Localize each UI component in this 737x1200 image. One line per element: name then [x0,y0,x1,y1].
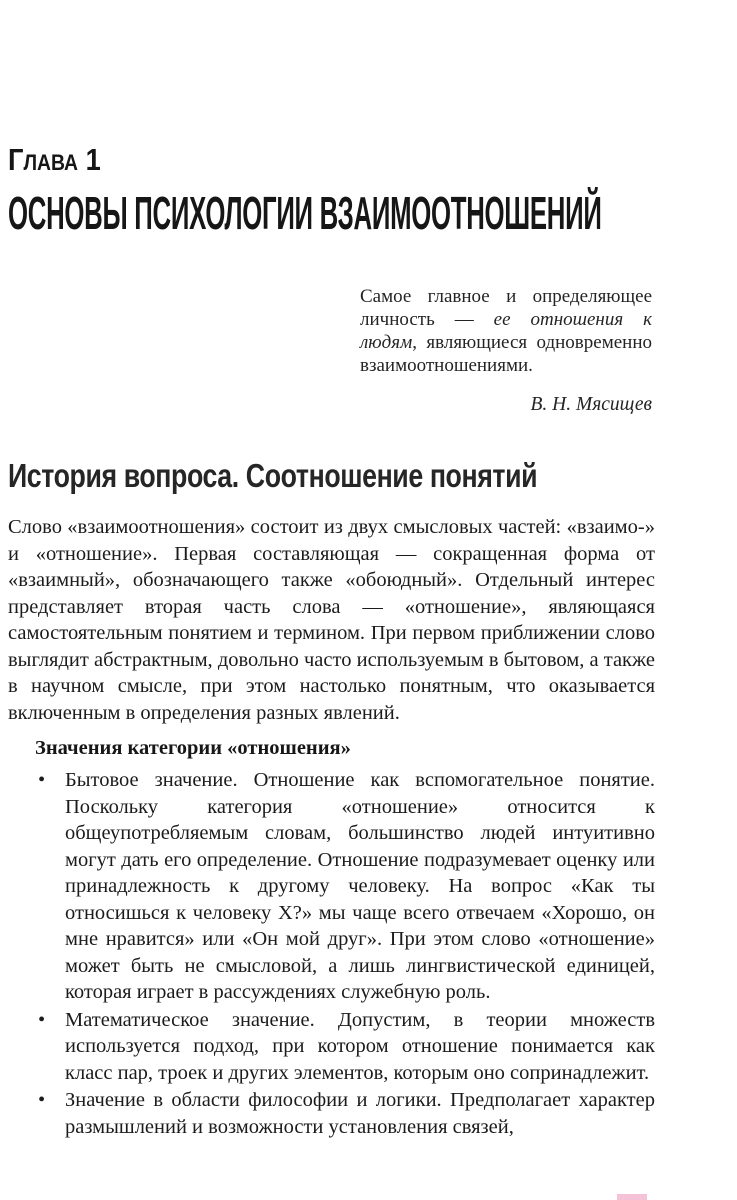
epigraph-text-part1: Самое главное и определяющее личность — [360,286,652,330]
list-item: • Математическое значение. Допустим, в теории множеств используется подход, при котором отношение понимается как класс пар, троек и других элементов, которым оно сопринадлежит. [8,1007,655,1087]
epigraph-text-italic: ее отношения к людям [360,309,652,353]
text-block [8,143,655,1141]
list-item: • Бытовое значение. Отношение как вспомогательное понятие. Поскольку категория «отношение» относится к общеупотребляемым словам, большинство людей интуитивно могут дать его определение. Отношение подразумевает оценку или принадлежность к другому человеку. На вопрос «Как ты относишься к человеку Х?» мы чаще всего отвечаем «Хорошо, он мне нравится» или «Он мой друг». При этом слово «отношение» может быть не смысловой, а лишь лингвистической единицей, которая играет в рассуждениях служебную роль. [8,767,655,1006]
intro-paragraph: Слово «взаимоотношения» состоит из двух смысловых частей: «взаимо-» и «отношение». Первая составляющая — сокращенная форма от «взаимный», обозначающего также «обоюдный». Отдельный интерес представляет вторая часть слова — «отношение», являющаяся самостоятельным понятием и термином. При первом приближении слово выглядит абстрактным, довольно часто используемым в бытовом, а также в научном смысле, при этом настолько понятным, что оказывается включенным в определения разных явлений. [8,516,655,724]
epigraph-attribution: В. Н. Мясищев [530,394,652,415]
list-heading: Значения категории «отношения» [35,737,351,759]
chapter-title-text: ОСНОВЫ ПСИХОЛОГИИ ВЗАИМООТНОШЕНИЙ [8,187,602,239]
epigraph-text-part2: , являющиеся одновременно взаимоотношениями. [360,332,652,376]
chapter-label [8,143,655,177]
chapter-label-text: Глава 1 [8,142,101,177]
chapter-title [8,188,655,238]
list-item: • Значение в области философии и логики. Предполагает характер размышлений и возможности установления связей, [8,1087,655,1140]
page-bottom-accent [617,1194,647,1200]
bullet-list [8,767,655,1140]
epigraph [360,285,652,377]
section-heading [8,457,655,495]
section-heading-text: История вопроса. Соотношение понятий [8,457,538,494]
